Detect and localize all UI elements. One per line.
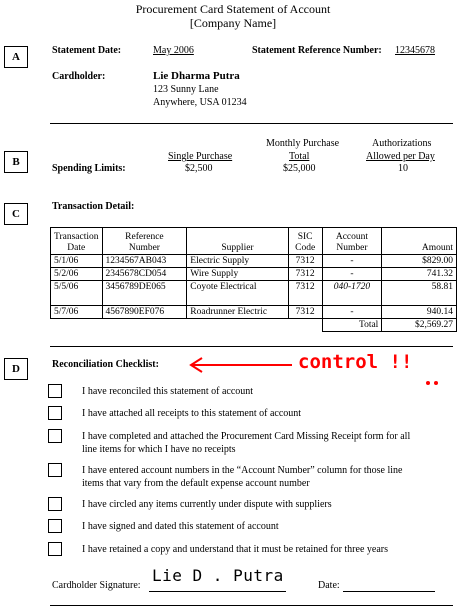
- col-header-reference: Reference Number: [102, 228, 187, 255]
- cell-amount: 741.32: [382, 268, 457, 281]
- document-title: Procurement Card Statement of Account: [135, 2, 331, 16]
- checklist-checkbox-account-numbers[interactable]: [48, 463, 62, 477]
- col-header-sic: SIC Code: [288, 228, 322, 255]
- cardholder-label: Cardholder:: [52, 71, 106, 82]
- statement-ref-label: Statement Reference Number:: [252, 45, 382, 56]
- signature-label: Cardholder Signature:: [52, 580, 141, 591]
- cell-account: 040-1720: [322, 281, 382, 294]
- red-arrow-annotation: [188, 356, 298, 374]
- control-annotation-text: control !!: [298, 351, 413, 373]
- checklist-checkbox-signed[interactable]: [48, 519, 62, 533]
- total-label: Total: [322, 319, 382, 332]
- checklist-item-continued: items that vary from the default expense account number: [82, 478, 310, 489]
- table-total-row: [51, 319, 457, 332]
- divider: [50, 605, 453, 606]
- total-value: $2,569.27: [382, 319, 457, 332]
- table-row: [51, 268, 457, 281]
- cell-date: 5/7/06: [51, 306, 103, 319]
- cell-supplier: Coyote Electrical: [187, 281, 288, 294]
- checklist-checkbox-disputes[interactable]: [48, 497, 62, 511]
- cell-reference: 2345678CD054: [102, 268, 187, 281]
- cardholder-name: Lie Dharma Putra: [153, 70, 240, 82]
- signature-line: [149, 591, 286, 592]
- checklist-item-continued: line items for which I have no receipts: [82, 444, 236, 455]
- cell-amount: $829.00: [382, 255, 457, 268]
- section-c-marker: C: [4, 203, 28, 225]
- cell-reference: 3456789DE065: [102, 281, 187, 294]
- date-line[interactable]: [343, 591, 435, 592]
- cell-account: -: [322, 255, 382, 268]
- checklist-checkbox-receipts[interactable]: [48, 406, 62, 420]
- section-d-marker: D: [4, 358, 28, 380]
- single-purchase-header: Single Purchase: [168, 151, 233, 162]
- spending-limits-label: Spending Limits:: [52, 163, 126, 174]
- cell-account: -: [322, 306, 382, 319]
- statement-ref-value: 12345678: [395, 45, 435, 56]
- auth-header-line2: Allowed per Day: [366, 151, 435, 162]
- table-spacer-row: [51, 293, 457, 306]
- divider: [50, 346, 453, 347]
- cell-date: 5/5/06: [51, 281, 103, 294]
- col-header-supplier: Supplier: [187, 228, 288, 255]
- section-a-marker: A: [4, 46, 28, 68]
- cell-reference: 4567890EF076: [102, 306, 187, 319]
- cell-sic: 7312: [288, 281, 322, 294]
- cardholder-address-line2: Anywhere, USA 01234: [153, 97, 247, 108]
- checklist-checkbox-retained[interactable]: [48, 542, 62, 556]
- table-row: [51, 306, 457, 319]
- checklist-checkbox-missing-receipt[interactable]: [48, 429, 62, 443]
- company-name: [Company Name]: [189, 16, 277, 30]
- cell-supplier: Electric Supply: [187, 255, 288, 268]
- col-header-account: Account Number: [322, 228, 382, 255]
- cell-amount: 940.14: [382, 306, 457, 319]
- handwritten-signature: Lie D . Putra: [152, 566, 284, 585]
- cell-supplier: Roadrunner Electric: [187, 306, 288, 319]
- cell-reference: 1234567AB043: [102, 255, 187, 268]
- checklist-item: I have signed and dated this statement of account: [82, 521, 279, 532]
- table-row: [51, 281, 457, 294]
- single-purchase-value: $2,500: [185, 163, 213, 174]
- checklist-checkbox-reconciled[interactable]: [48, 384, 62, 398]
- cell-account: -: [322, 268, 382, 281]
- statement-date-value: May 2006: [153, 45, 194, 56]
- cell-sic: 7312: [288, 268, 322, 281]
- checklist-item: I have reconciled this statement of account: [82, 386, 254, 397]
- table-header-row: [51, 228, 457, 255]
- col-header-date: Transaction Date: [51, 228, 103, 255]
- transaction-table: [50, 227, 457, 332]
- divider: [50, 123, 453, 124]
- cardholder-address-line1: 123 Sunny Lane: [153, 84, 219, 95]
- section-b-marker: B: [4, 151, 28, 173]
- monthly-header-line1: Monthly Purchase: [266, 138, 340, 149]
- cell-amount: 58.81: [382, 281, 457, 294]
- cell-date: 5/2/06: [51, 268, 103, 281]
- monthly-purchase-value: $25,000: [283, 163, 316, 174]
- checklist-item: I have entered account numbers in the “Account Number” column for those line: [82, 465, 403, 476]
- auth-header-line1: Authorizations: [372, 138, 432, 149]
- cell-date: 5/1/06: [51, 255, 103, 268]
- table-row: [51, 255, 457, 268]
- reconciliation-title: Reconciliation Checklist:: [52, 359, 159, 370]
- checklist-item: I have retained a copy and understand that it must be retained for three years: [82, 544, 388, 555]
- cell-supplier: Wire Supply: [187, 268, 288, 281]
- monthly-header-line2: Total: [289, 151, 310, 162]
- transaction-detail-title: Transaction Detail:: [52, 201, 135, 212]
- authorizations-value: 10: [398, 163, 408, 174]
- col-header-amount: Amount: [382, 228, 457, 255]
- cell-sic: 7312: [288, 306, 322, 319]
- checklist-item: I have completed and attached the Procurement Card Missing Receipt form for all: [82, 431, 411, 442]
- checklist-item: I have attached all receipts to this statement of account: [82, 408, 302, 419]
- cell-sic: 7312: [288, 255, 322, 268]
- checklist-item: I have circled any items currently under dispute with suppliers: [82, 499, 332, 510]
- date-label: Date:: [318, 580, 340, 591]
- statement-date-label: Statement Date:: [52, 45, 122, 56]
